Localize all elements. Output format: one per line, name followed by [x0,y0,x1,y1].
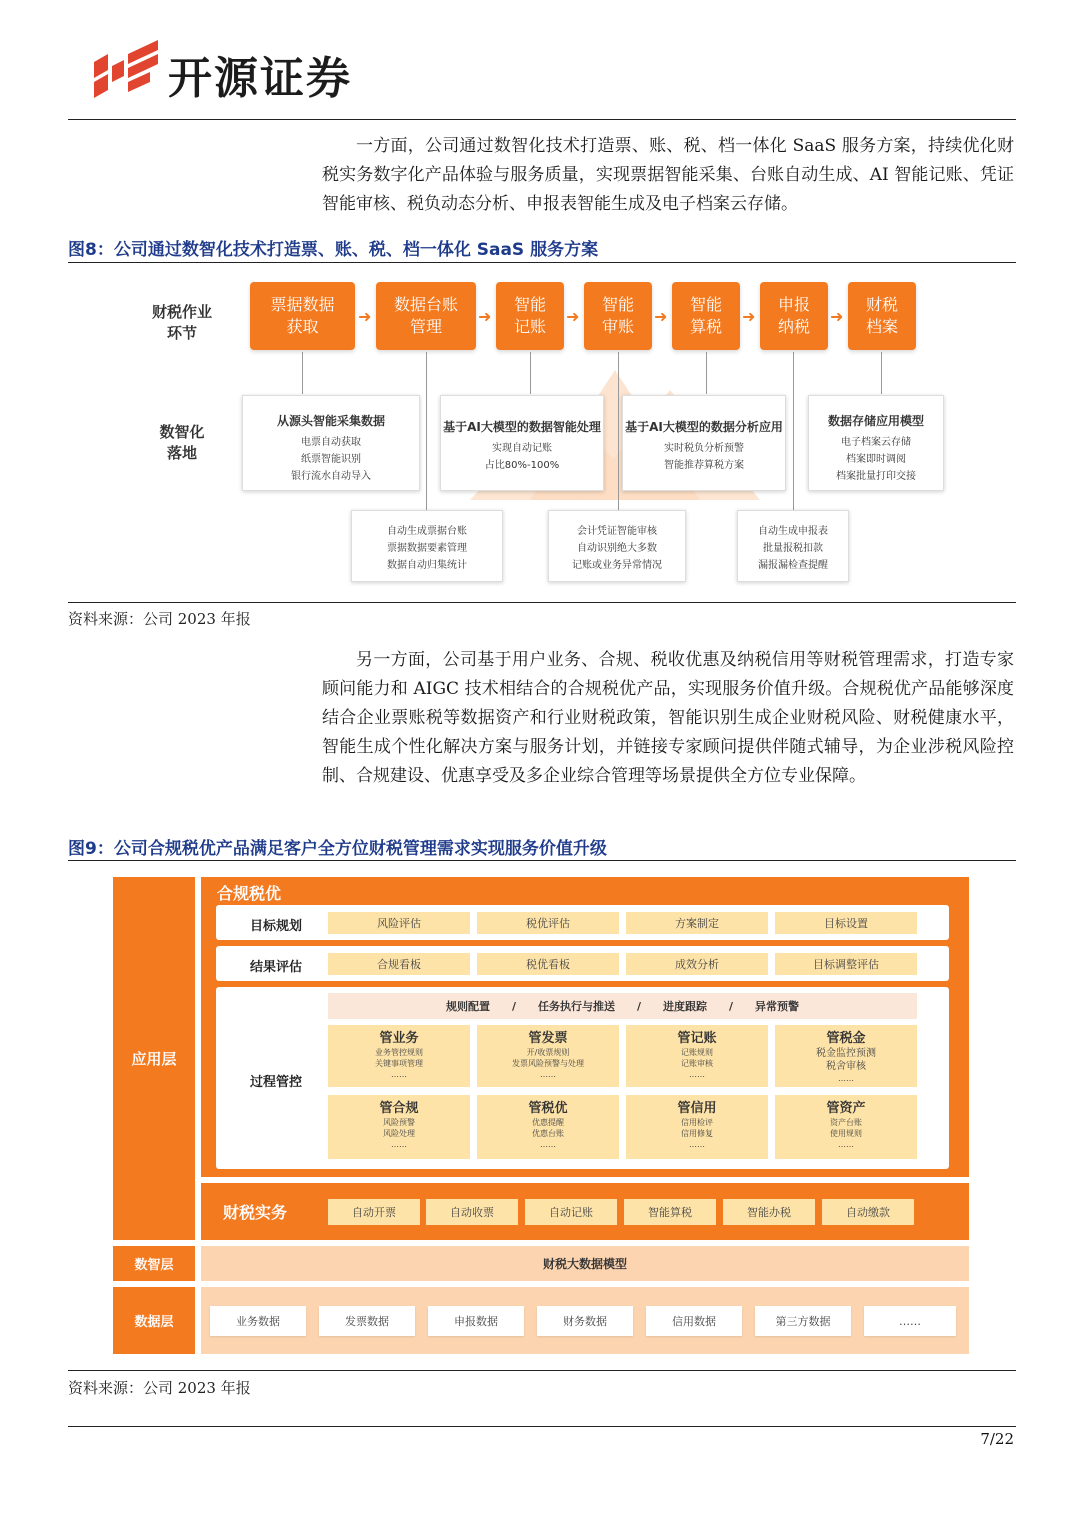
control-card: 管记账 记账规则 记账审核 …… [626,1025,768,1087]
chip: 成效分析 [626,953,768,975]
flow-separator: / [729,999,734,1013]
connector-line [302,352,303,394]
connector-line [706,352,707,394]
digital-box-storage: 数据存储应用模型 电子档案云存储 档案即时调阅 档案批量打印交接 [808,395,944,491]
chip: 税优评估 [477,912,619,934]
chip: 目标调整评估 [775,953,917,975]
step-arrow-icon: ➜ [830,307,844,326]
chip: 自动缴款 [822,1199,914,1225]
connector-line [793,352,794,510]
process-flow-bar [328,993,917,1019]
data-chip: …… [864,1306,956,1336]
brand-name: 开源证券 [168,53,352,104]
control-card: 管信用 信用检评 信用修复 …… [626,1095,768,1159]
sub-box-filing: 自动生成申报表 批量报税扣款 漏报漏检查提醒 [737,510,849,582]
practice-label: 财税实务 [223,1203,288,1222]
step-tax-filing: 申报 纳税 [760,282,828,350]
compliance-header: 合规税优 [217,884,282,903]
sub-box-audit: 会计凭证智能审核 自动识别绝大多数 记账或业务异常情况 [548,510,686,582]
digital-box-analysis: 基于AI大模型的数据分析应用 实时税负分析预警 智能推荐算税方案 [622,395,786,491]
digital-box-processing: 基于AI大模型的数据智能处理 实现自动记账 占比80%-100% [440,395,604,491]
chip: 自动记账 [525,1199,617,1225]
footer-divider [68,1426,1016,1427]
sub-box-ledger: 自动生成票据台账 票据数据要素管理 数据自动归集统计 [351,510,503,582]
control-card: 管税优 优惠提醒 优惠台账 …… [477,1095,619,1159]
chip: 自动开票 [328,1199,420,1225]
row-name: 过程管控 [250,1075,303,1090]
page-number: 7/22 [980,1430,1014,1448]
flow-separator: / [636,999,642,1013]
control-card: 管发票 开/收票规则 发票风险预警与处理 …… [477,1025,619,1087]
connector-line [618,352,619,510]
row-label-digital: 数智化 落地 [159,423,205,462]
data-chip: 发票数据 [319,1306,415,1336]
data-chip: 财务数据 [537,1306,633,1336]
chip: 税优看板 [477,953,619,975]
control-card: 管税金 税金监控预测 税舍审核 …… [775,1025,917,1087]
step-archive: 财税 档案 [848,282,916,350]
connector-line [530,352,531,394]
flow-step: 异常预警 [755,1000,800,1013]
step-audit: 智能 审账 [584,282,652,350]
digital-box-collection: 从源头智能采集数据 电票自动获取 纸票智能识别 银行流水自动导入 [242,395,420,491]
data-chip: 第三方数据 [755,1306,851,1336]
step-arrow-icon: ➜ [654,307,668,326]
flow-step: 规则配置 [445,1000,490,1013]
data-chip: 业务数据 [210,1306,306,1336]
data-layer-label: 数据层 [113,1287,195,1354]
figure-8-title: 图8：公司通过数智化技术打造票、账、税、档一体化 SaaS 服务方案 [68,240,599,260]
figure-8-bottom-rule [68,602,1016,603]
data-chip: 申报数据 [428,1306,524,1336]
body-paragraph: 另一方面，公司基于用户业务、合规、税收优惠及纳税信用等财税管理需求，打造专家顾问能力和 AIGC 技术相结合的合规税优产品，实现服务价值升级。合规税优产品能够深度结合企业票账税等数据资产和行业财税政策，智能识别生成企业财税风险、财税健康水平，智能生成个性化解决方案与服务计划，并链接专家顾问提供伴随式辅导，为企业涉税风险控制、合规建设、优惠享受及多企业综合管理等场景提供全方位专业保障。 [322,650,1014,786]
flow-step: 进度跟踪 [663,1000,708,1013]
figure-9-top-rule [68,860,1016,861]
step-arrow-icon: ➜ [358,307,372,326]
figure-9-diagram [113,877,969,1354]
flow-step: 任务执行与推送 [537,1000,615,1013]
row-name: 结果评估 [250,960,303,975]
data-chip: 信用数据 [646,1306,742,1336]
app-layer-label: 应用层 [113,877,195,1240]
step-arrow-icon: ➜ [478,307,492,326]
intro-paragraph: 一方面，公司通过数智化技术打造票、账、税、档一体化 SaaS 服务方案，持续优化财税实务数字化产品体验与服务质量，实现票据智能采集、台账自动生成、AI 智能记账、凭证智能审核、税负动态分析、申报表智能生成及电子档案云存储。 [322,136,1014,214]
step-tax-calc: 智能 算税 [672,282,740,350]
step-bill-data: 票据数据 获取 [250,282,355,350]
chip: 方案制定 [626,912,768,934]
step-bookkeeping: 智能 记账 [496,282,564,350]
connector-line [426,352,427,510]
row-name: 目标规划 [250,919,303,934]
control-card: 管合规 风险预警 风险处理 …… [328,1095,470,1159]
figure-9-bottom-rule [68,1370,1016,1371]
flow-separator: / [511,999,516,1013]
step-arrow-icon: ➜ [566,307,580,326]
figure-9-source: 资料来源：公司 2023 年报 [68,1379,251,1397]
step-arrow-icon: ➜ [742,307,756,326]
chip: 合规看板 [328,953,470,975]
chip: 智能算税 [624,1199,716,1225]
big-data-model: 财税大数据模型 [201,1246,969,1281]
figure-8-source: 资料来源：公司 2023 年报 [68,610,251,628]
chip: 自动收票 [426,1199,518,1225]
connector-line [881,352,882,394]
chip: 目标设置 [775,912,917,934]
step-ledger: 数据台账 管理 [376,282,476,350]
figure-9-title: 图9：公司合规税优产品满足客户全方位财税管理需求实现服务价值升级 [68,839,607,859]
chip: 智能办税 [723,1199,815,1225]
control-card: 管资产 资产台账 使用规则 …… [775,1095,917,1159]
intel-layer-label: 数智层 [113,1246,195,1281]
control-card: 管业务 业务管控规则 关键事项管理 …… [328,1025,470,1087]
chip: 风险评估 [328,912,470,934]
row-label-operations: 财税作业 环节 [151,303,212,342]
